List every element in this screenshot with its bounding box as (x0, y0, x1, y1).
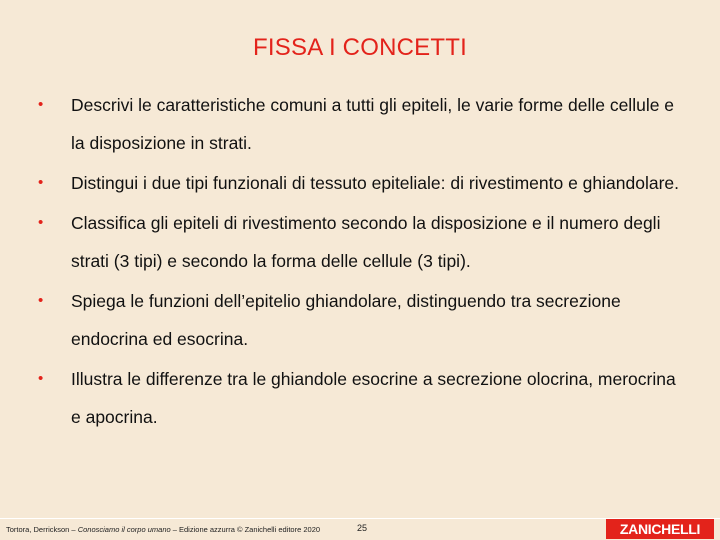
zanichelli-logo: ZANICHELLI (606, 519, 714, 539)
bullet-icon: • (38, 174, 44, 191)
bullet-text: Spiega le funzioni dell’epitelio ghiandolare, distinguendo tra secrezione endocrina ed esocrina. (71, 291, 621, 349)
list-item (38, 164, 688, 202)
footer-book-title: Conosciamo il corpo umano (77, 525, 171, 534)
bullet-text: Illustra le differenze tra le ghiandole esocrine a secrezione olocrina, merocrina e apocrina. (71, 369, 676, 427)
list-item (38, 204, 688, 280)
footer-authors: Tortora, Derrickson – (6, 525, 78, 534)
bullet-text: Classifica gli epiteli di rivestimento secondo la disposizione e il numero degli strati (3 tipi) e secondo la forma delle cellule (3 tipi). (71, 213, 661, 271)
list-item (38, 86, 688, 162)
bullet-icon: • (38, 292, 44, 309)
slide-title: FISSA I CONCETTI (253, 34, 467, 61)
bullet-text: Descrivi le caratteristiche comuni a tutti gli epiteli, le varie forme delle cellule e la disposizione in strati. (71, 95, 675, 153)
footer-credit (6, 525, 320, 534)
bullet-icon: • (38, 370, 44, 387)
bullet-icon: • (38, 96, 44, 113)
list-item (38, 360, 688, 436)
page-number: 25 (357, 523, 368, 533)
bullet-text: Distingui i due tipi funzionali di tessuto epiteliale: di rivestimento e ghiandolare. (71, 173, 679, 193)
footer-edition: – Edizione azzurra © Zanichelli editore 2020 (170, 525, 321, 534)
bullet-icon: • (38, 214, 44, 231)
list-item (38, 282, 688, 358)
footer (0, 518, 720, 540)
concept-list (38, 86, 688, 438)
